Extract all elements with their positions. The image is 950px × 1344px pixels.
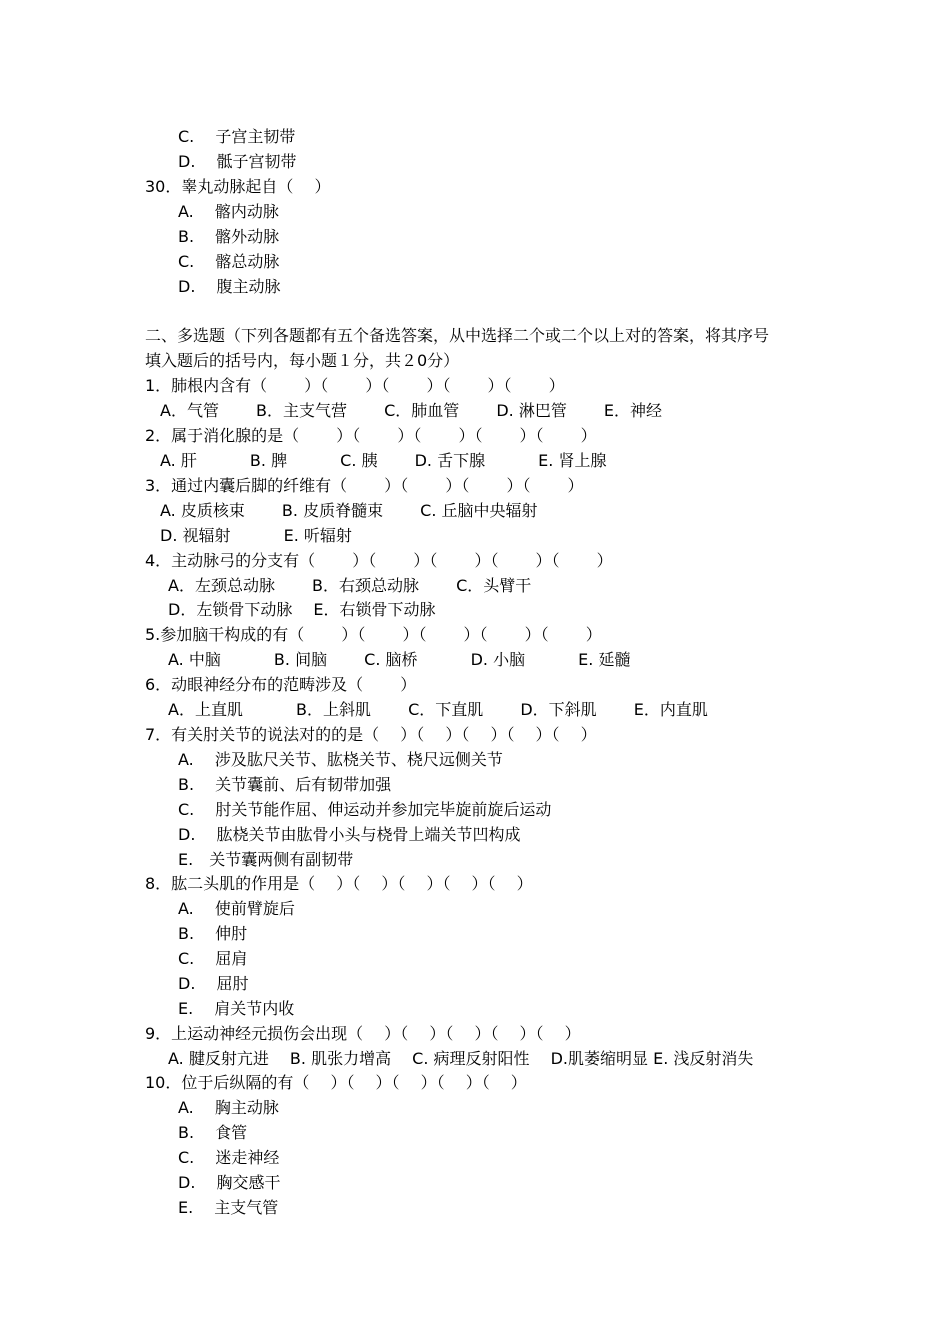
- option-line: B. 食管: [178, 1123, 248, 1142]
- option-line: A．上直肌 B．上斜肌 C．下直肌 D．下斜肌 E．内直肌: [168, 700, 708, 719]
- option-line: D. 胸交感干: [178, 1173, 281, 1192]
- option-line: A. 胸主动脉: [178, 1098, 279, 1117]
- question-line: 4．主动脉弓的分支有（ ）（ ）（ ）（ ）（ ）: [145, 551, 613, 570]
- option-line: A．左颈总动脉 B．右颈总动脉 C．头臂干: [168, 576, 532, 595]
- option-line: A. 髂内动脉: [178, 202, 279, 221]
- question-line: 9．上运动神经元损伤会出现（ ）（ ）（ ）（ ）（ ）: [145, 1024, 581, 1043]
- section-heading: 二、多选题（下列各题都有五个备选答案，从中选择二个或二个以上对的答案，将其序号: [145, 326, 770, 345]
- option-line: E. 关节囊两侧有副韧带: [178, 850, 354, 869]
- option-line: A．气管 B．主支气营 C．肺血管 D. 淋巴管 E．神经: [160, 401, 663, 420]
- question-line: 30．睾丸动脉起自（ ）: [145, 177, 331, 196]
- question-line: 7．有关肘关节的说法对的的是（ ）（ ）（ ）（ ）（ ）: [145, 725, 597, 744]
- option-line: D．左锁骨下动脉 E．右锁骨下动脉: [168, 600, 436, 619]
- option-line: E. 肩关节内收: [178, 999, 295, 1018]
- option-line: D. 骶子宫韧带: [178, 152, 297, 171]
- option-line: B. 关节囊前、后有韧带加强: [178, 775, 392, 794]
- option-line: C. 迷走神经: [178, 1148, 280, 1167]
- question-line: 5.参加脑干构成的有（ ）（ ）（ ）（ ）（ ）: [145, 625, 602, 644]
- option-line: C. 屈肩: [178, 949, 248, 968]
- option-line: A. 腱反射亢进 B. 肌张力增高 C. 病理反射阳性 D.肌萎缩明显 E. 浅反射消失: [168, 1049, 754, 1068]
- option-line: D. 视辐射 E. 听辐射: [160, 526, 352, 545]
- option-line: D. 肱桡关节由肱骨小头与桡骨上端关节凹构成: [178, 825, 521, 844]
- question-line: 3．通过内囊后脚的纤维有（ ）（ ）（ ）（ ）: [145, 476, 584, 495]
- option-line: D. 腹主动脉: [178, 277, 281, 296]
- option-line: E. 主支气管: [178, 1198, 279, 1217]
- option-line: C. 子宫主韧带: [178, 127, 296, 146]
- option-line: C. 髂总动脉: [178, 252, 280, 271]
- option-line: A. 肝 B. 脾 C. 胰 D. 舌下腺 E. 肾上腺: [160, 451, 607, 470]
- question-line: 1．肺根内含有（ ）（ ）（ ）（ ）（ ）: [145, 376, 565, 395]
- option-line: D. 屈肘: [178, 974, 249, 993]
- option-line: B. 髂外动脉: [178, 227, 280, 246]
- option-line: A. 使前臂旋后: [178, 899, 295, 918]
- option-line: C. 肘关节能作屈、伸运动并参加完毕旋前旋后运动: [178, 800, 552, 819]
- question-line: 10．位于后纵隔的有（ ）（ ）（ ）（ ）（ ）: [145, 1073, 527, 1092]
- option-line: B. 伸肘: [178, 924, 248, 943]
- option-line: A. 中脑 B. 间脑 C. 脑桥 D. 小脑 E. 延髓: [168, 650, 631, 669]
- option-line: A. 皮质核束 B. 皮质脊髓束 C. 丘脑中央辐射: [160, 501, 538, 520]
- section-heading-cont: 填入题后的括号内，每小题１分，共２0分）: [145, 351, 460, 370]
- option-line: A. 涉及肱尺关节、肱桡关节、桡尺远侧关节: [178, 750, 503, 769]
- question-line: 8．肱二头肌的作用是（ ）（ ）（ ）（ ）（ ）: [145, 874, 533, 893]
- question-line: 6．动眼神经分布的范畴涉及（ ）: [145, 675, 417, 694]
- question-line: 2．属于消化腺的是（ ）（ ）（ ）（ ）（ ）: [145, 426, 597, 445]
